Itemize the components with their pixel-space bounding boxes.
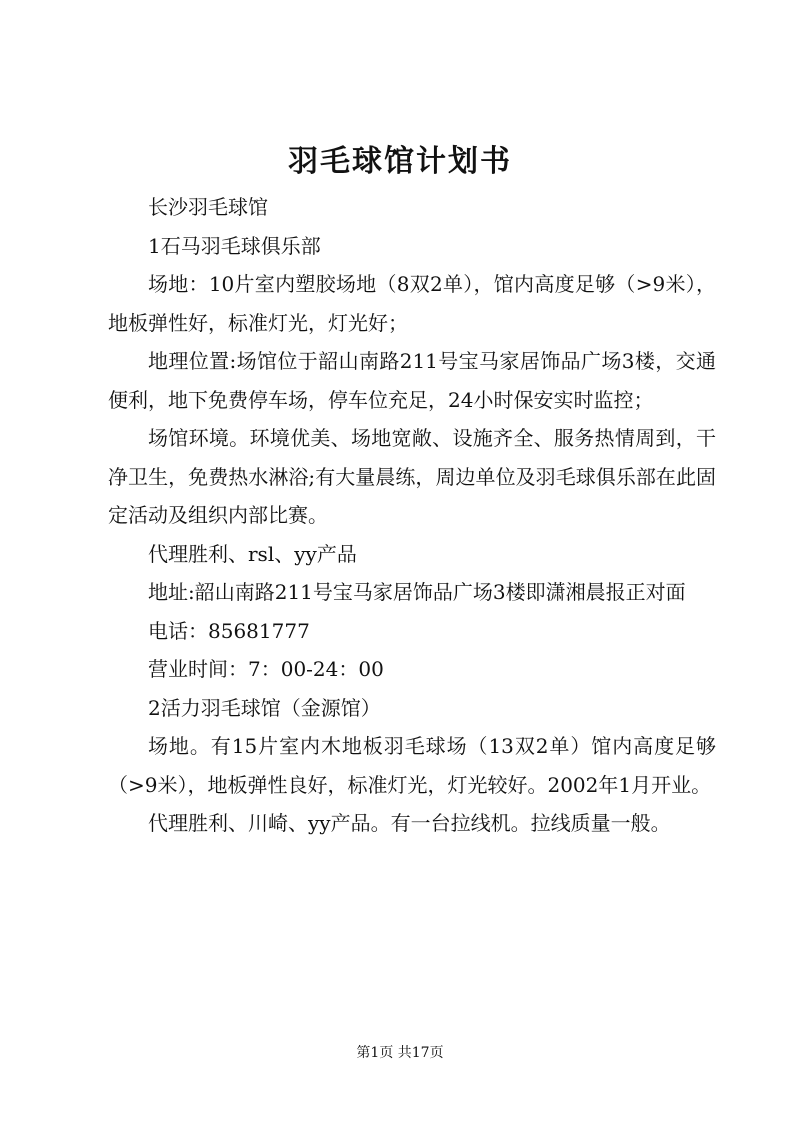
paragraph-club-1-courts: 场地：10片室内塑胶场地（8双2单），馆内高度足够（>9米），地板弹性好，标准灯光，灯光好； (108, 272, 716, 335)
page-number-footer: 第1页 共17页 (356, 1045, 444, 1061)
paragraph-club-1-environment: 场馆环境。环境优美、场地宽敞、设施齐全、服务热情周到，干净卫生，免费热水淋浴;有大量晨练，周边单位及羽毛球俱乐部在此固定活动及组织内部比赛。 (108, 426, 716, 527)
paragraph-club-1-phone: 电话：85681777 (148, 618, 310, 643)
paragraph-club-1-location: 地理位置:场馆位于韶山南路211号宝马家居饰品广场3楼，交通便利，地下免费停车场，停车位充足，24小时保安实时监控； (108, 349, 716, 412)
paragraph-club-1-name: 1石马羽毛球俱乐部 (148, 233, 321, 258)
paragraph-club-1-products: 代理胜利、rsl、yy产品 (148, 541, 357, 566)
paragraph-club-2-products: 代理胜利、川崎、yy产品。有一台拉线机。拉线质量一般。 (148, 811, 671, 835)
paragraph-club-1-hours: 营业时间：7：00-24：00 (148, 657, 384, 681)
document-body (108, 188, 716, 843)
paragraph-club-2-name: 2活力羽毛球馆（金源馆） (148, 695, 381, 720)
paragraph-club-1-address: 地址:韶山南路211号宝马家居饰品广场3楼即潇湘晨报正对面 (148, 580, 686, 604)
paragraph-club-2-courts: 场地。有15片室内木地板羽毛球场（13双2单）馆内高度足够（>9米），地板弹性良好，标准灯光，灯光较好。2002年1月开业。 (108, 734, 716, 797)
document-title: 羽毛球馆计划书 (288, 144, 512, 179)
paragraph-venue-heading: 长沙羽毛球馆 (148, 195, 268, 219)
